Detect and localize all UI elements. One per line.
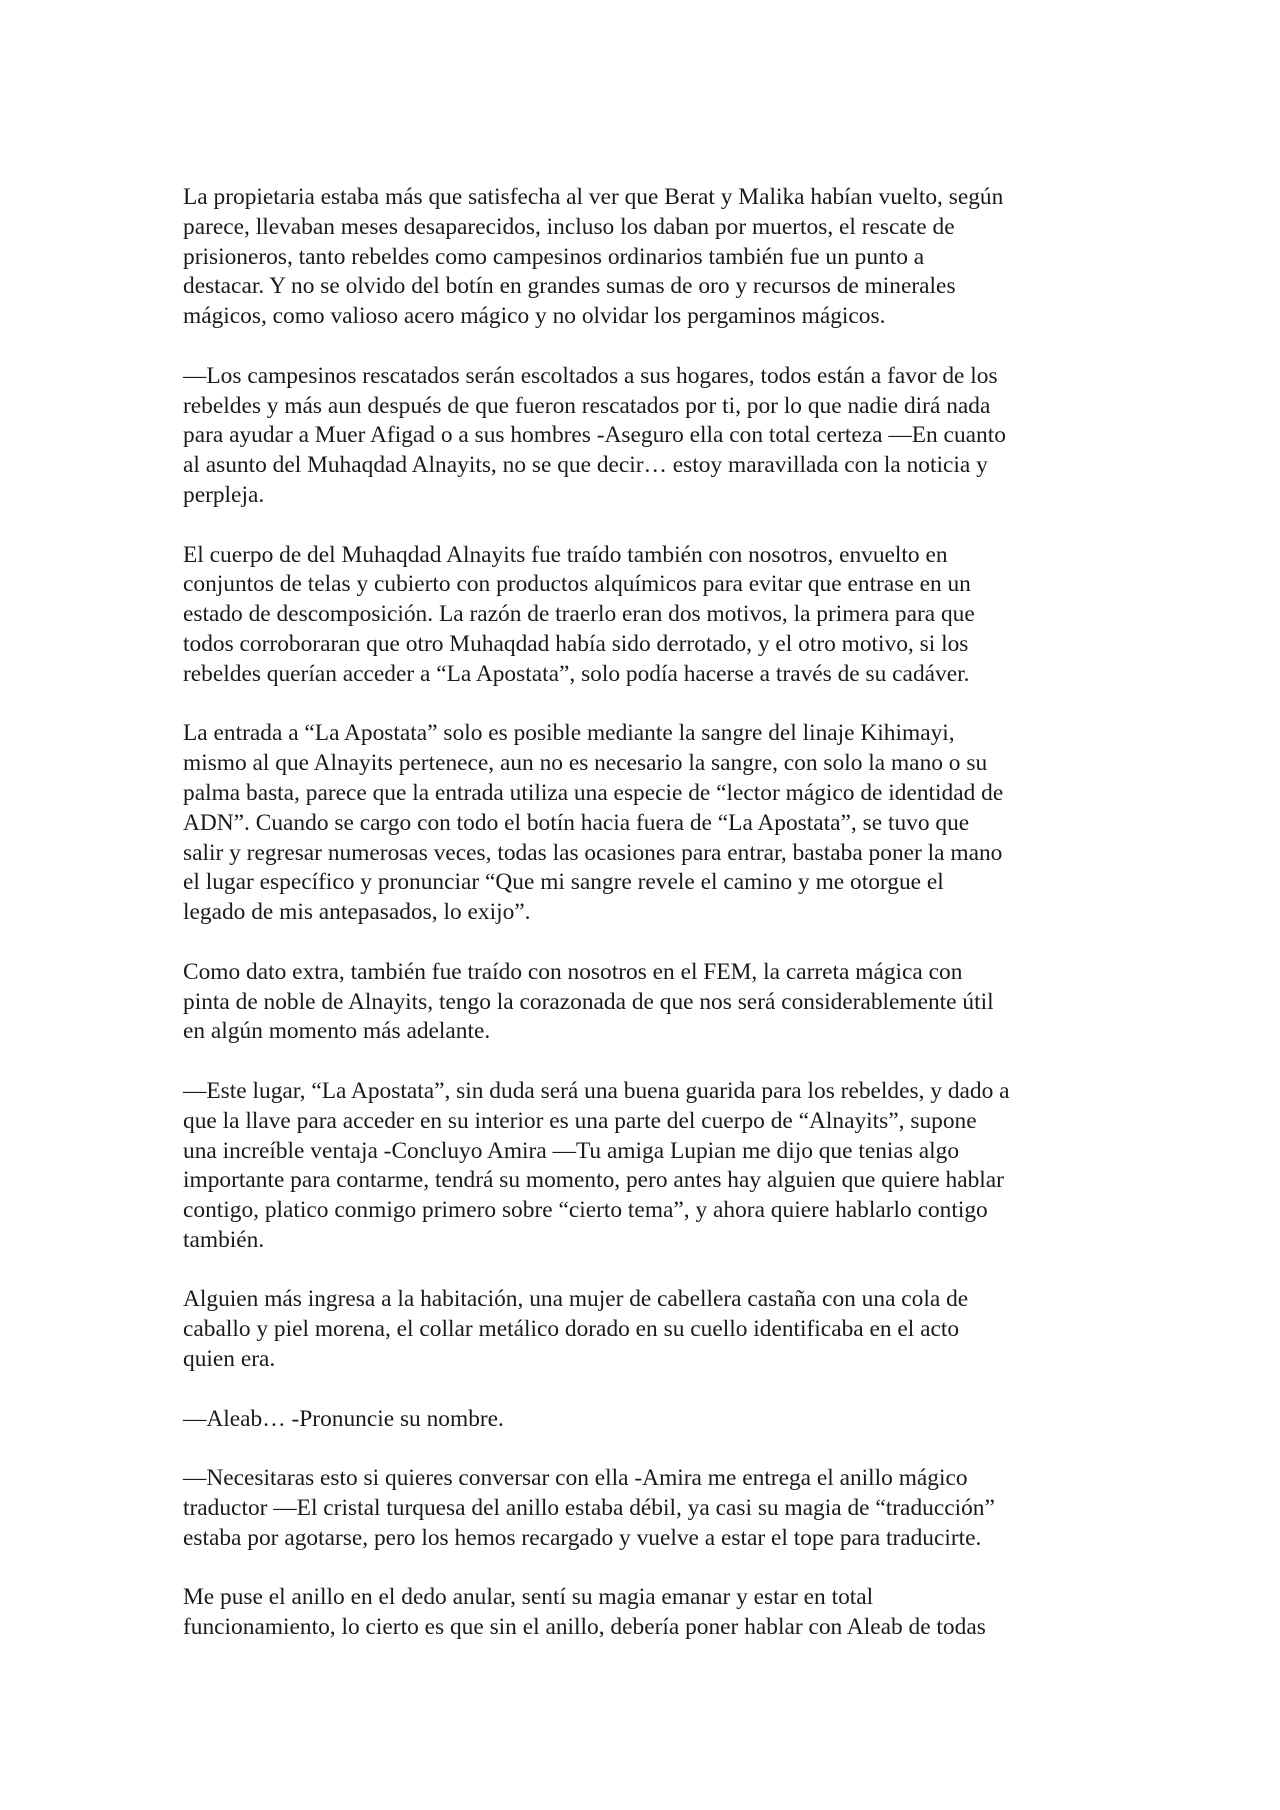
text-line: estaba por agotarse, pero los hemos recargado y vuelve a estar el tope para traducirte. <box>183 1524 982 1551</box>
text-line: contigo, platico conmigo primero sobre “cierto tema”, y ahora quiere hablarlo contigo <box>183 1197 988 1224</box>
text-line: Como dato extra, también fue traído con nosotros en el FEM, la carreta mágica con <box>183 958 963 985</box>
text-line: salir y regresar numerosas veces, todas las ocasiones para entrar, bastaba poner la mano <box>183 839 1003 866</box>
paragraph <box>183 1405 1103 1435</box>
text-line: estado de descomposición. La razón de traerlo eran dos motivos, la primera para que <box>183 601 975 628</box>
text-line: mismo al que Alnayits pertenece, aun no es necesario la sangre, con solo la mano o su <box>183 750 988 777</box>
paragraph <box>183 719 1103 928</box>
text-line: —Este lugar, “La Apostata”, sin duda será una buena guarida para los rebeldes, y dado a <box>183 1077 1010 1104</box>
text-line: —Aleab… -Pronuncie su nombre. <box>183 1405 504 1432</box>
text-line: importante para contarme, tendrá su momento, pero antes hay alguien que quiere hablar <box>183 1167 1004 1194</box>
text-line: rebeldes querían acceder a “La Apostata”, solo podía hacerse a través de su cadáver. <box>183 660 970 687</box>
paragraph <box>183 541 1103 690</box>
text-line: para ayudar a Muer Afigad o a sus hombres -Aseguro ella con total certeza —En cuanto <box>183 422 1006 449</box>
text-line: parece, llevaban meses desaparecidos, incluso los daban por muertos, el rescate de <box>183 213 955 240</box>
text-line: palma basta, parece que la entrada utiliza una especie de “lector mágico de identidad de <box>183 779 1004 806</box>
text-line: conjuntos de telas y cubierto con productos alquímicos para evitar que entrase en un <box>183 571 971 598</box>
text-line: el lugar específico y pronunciar “Que mi sangre revele el camino y me otorgue el <box>183 869 944 896</box>
text-line: destacar. Y no se olvido del botín en grandes sumas de oro y recursos de minerales <box>183 273 956 300</box>
text-line: Me puse el anillo en el dedo anular, sentí su magia emanar y estar en total <box>183 1584 874 1611</box>
text-line: funcionamiento, lo cierto es que sin el anillo, debería poner hablar con Aleab de todas <box>183 1614 986 1641</box>
paragraph <box>183 1077 1103 1256</box>
text-line: perpleja. <box>183 481 265 508</box>
text-line: una increíble ventaja -Concluyo Amira —Tu amiga Lupian me dijo que tenias algo <box>183 1137 960 1164</box>
text-line: en algún momento más adelante. <box>183 1018 491 1045</box>
text-line: legado de mis antepasados, lo exijo”. <box>183 899 531 926</box>
text-line: ADN”. Cuando se cargo con todo el botín hacia fuera de “La Apostata”, se tuvo que <box>183 809 970 836</box>
document-body <box>183 183 1103 1673</box>
text-line: traductor —El cristal turquesa del anillo estaba débil, ya casi su magia de “traducción” <box>183 1495 995 1522</box>
text-line: también. <box>183 1226 265 1253</box>
paragraph <box>183 958 1103 1047</box>
text-line: El cuerpo de del Muhaqdad Alnayits fue traído también con nosotros, envuelto en <box>183 541 948 568</box>
text-line: Alguien más ingresa a la habitación, una mujer de cabellera castaña con una cola de <box>183 1286 969 1313</box>
text-line: —Necesitaras esto si quieres conversar con ella -Amira me entrega el anillo mágico <box>183 1465 968 1492</box>
paragraph <box>183 1583 1103 1643</box>
paragraph <box>183 183 1103 332</box>
text-line: —Los campesinos rescatados serán escoltados a sus hogares, todos están a favor de los <box>183 362 998 389</box>
text-line: caballo y piel morena, el collar metálico dorado en su cuello identificaba en el acto <box>183 1316 960 1343</box>
text-line: La entrada a “La Apostata” solo es posible mediante la sangre del linaje Kihimayi, <box>183 720 955 747</box>
text-line: prisioneros, tanto rebeldes como campesinos ordinarios también fue un punto a <box>183 243 925 270</box>
paragraph <box>183 1285 1103 1374</box>
text-line: quien era. <box>183 1346 276 1373</box>
text-line: al asunto del Muhaqdad Alnayits, no se que decir… estoy maravillada con la noticia y <box>183 452 988 479</box>
text-line: mágicos, como valioso acero mágico y no olvidar los pergaminos mágicos. <box>183 303 886 330</box>
text-line: rebeldes y más aun después de que fueron rescatados por ti, por lo que nadie dirá nada <box>183 392 991 419</box>
text-line: que la llave para acceder en su interior es una parte del cuerpo de “Alnayits”, supone <box>183 1107 977 1134</box>
paragraph <box>183 362 1103 511</box>
text-line: todos corroboraran que otro Muhaqdad había sido derrotado, y el otro motivo, si los <box>183 630 969 657</box>
text-line: La propietaria estaba más que satisfecha al ver que Berat y Malika habían vuelto, según <box>183 184 1004 210</box>
text-line: pinta de noble de Alnayits, tengo la corazonada de que nos será considerablemente útil <box>183 988 994 1015</box>
paragraph <box>183 1464 1103 1553</box>
